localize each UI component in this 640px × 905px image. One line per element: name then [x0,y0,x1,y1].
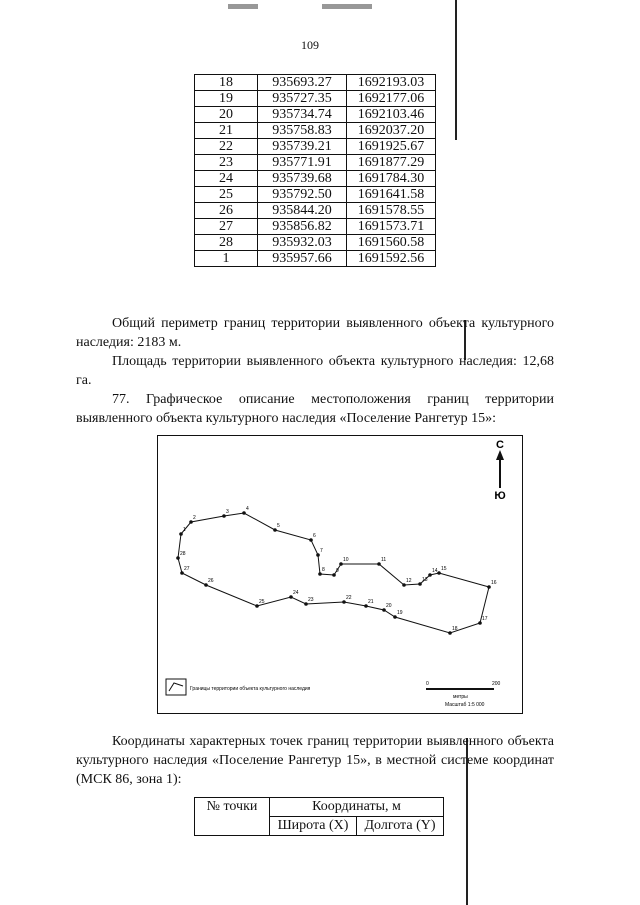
scale-start: 0 [426,681,429,687]
scan-artifact-left [228,4,258,9]
latitude-cell: 935693.27 [258,75,347,91]
longitude-cell: 1692177.06 [347,91,436,107]
scan-line-top [455,0,457,140]
longitude-cell: 1691925.67 [347,139,436,155]
boundary-point-label: 21 [368,599,374,605]
table-row [195,139,436,155]
table-row [195,91,436,107]
north-arrow-head-icon [496,450,504,460]
latitude-cell: 935734.74 [258,107,347,123]
boundary-point-label: 27 [184,566,190,572]
north-label: С [496,439,504,451]
table-row [195,155,436,171]
point-number-cell: 26 [195,203,258,219]
table-row [195,187,436,203]
point-number-cell: 24 [195,171,258,187]
map-canvas [158,436,522,713]
boundary-point-label: 3 [226,509,229,515]
boundary-point-label: 15 [441,566,447,572]
boundary-point-label: 5 [277,523,280,529]
longitude-cell: 1692037.20 [347,123,436,139]
longitude-cell: 1691877.29 [347,155,436,171]
boundary-point-label: 14 [432,568,438,574]
boundary-point-label: 25 [259,599,265,605]
latitude-cell: 935792.50 [258,187,347,203]
boundary-point-label: 17 [482,616,488,622]
col-lon-header: Долгота (Y) [357,817,444,836]
legend-swatch [166,679,186,695]
table-row [195,219,436,235]
item77-paragraph [76,390,554,428]
point-number-cell: 21 [195,123,258,139]
longitude-cell: 1692193.03 [347,75,436,91]
boundary-point-label: 22 [346,595,352,601]
col-point-header: № точки [195,798,270,836]
boundary-point-label: 23 [308,597,314,603]
scale-ratio: Масштаб 1:5 000 [445,702,485,708]
boundary-point-label: 7 [320,548,323,554]
longitude-cell: 1691573.71 [347,219,436,235]
point-number-cell: 25 [195,187,258,203]
boundary-polygon [178,513,489,633]
boundary-point-label: 6 [313,533,316,539]
boundary-map [157,435,523,714]
legend-line-icon [169,683,183,691]
point-number-cell: 19 [195,91,258,107]
boundary-point-label: 8 [322,567,325,573]
point-number-cell: 22 [195,139,258,155]
longitude-cell: 1691641.58 [347,187,436,203]
longitude-cell: 1691560.58 [347,235,436,251]
scan-artifact-right [322,4,372,9]
latitude-cell: 935727.35 [258,91,347,107]
south-label: Ю [494,490,506,502]
perimeter-text: Общий периметр границ территории выявленного объекта культурного наследия: 2183 м. [76,316,554,350]
boundary-point-label: 4 [246,506,249,512]
latitude-cell: 935758.83 [258,123,347,139]
boundary-point-label: 13 [422,577,428,583]
point-number-cell: 1 [195,251,258,267]
scale-end: 200 [492,681,501,687]
point-number-cell: 18 [195,75,258,91]
latitude-cell: 935932.03 [258,235,347,251]
latitude-cell: 935856.82 [258,219,347,235]
latitude-cell: 935957.66 [258,251,347,267]
latitude-cell: 935771.91 [258,155,347,171]
boundary-point-label: 28 [180,551,186,557]
col-lat-header: Широта (X) [270,817,357,836]
boundary-point-label: 24 [293,590,299,596]
boundary-point-label: 18 [452,626,458,632]
table-row [195,203,436,219]
boundary-point-label: 11 [381,557,387,563]
table-row [195,107,436,123]
longitude-cell: 1691578.55 [347,203,436,219]
coordinates-header-table [194,797,444,836]
table-row [195,171,436,187]
latitude-cell: 935844.20 [258,203,347,219]
boundary-points [176,506,497,635]
legend-text: Границы территории объекта культурного наследия [190,686,311,692]
table-row [195,251,436,267]
boundary-point-label: 2 [193,515,196,521]
col-coords-header: Координаты, м [270,798,444,817]
area-text: Площадь территории выявленного объекта культурного наследия: 12,68 га. [76,354,554,388]
longitude-cell: 1692103.46 [347,107,436,123]
boundary-point-label: 16 [491,580,497,586]
boundary-point-label: 12 [406,578,412,584]
table-row [195,235,436,251]
boundary-point-label: 26 [208,578,214,584]
point-number-cell: 20 [195,107,258,123]
latitude-cell: 935739.68 [258,171,347,187]
boundary-point-label: 20 [386,603,392,609]
boundary-point-label: 9 [336,568,339,574]
boundary-point-label: 10 [343,557,349,563]
boundary-point-label: 19 [397,610,403,616]
longitude-cell: 1691784.30 [347,171,436,187]
coords-intro-text: Координаты характерных точек границ территории выявленного объекта культурного наследия «Поселение Рангетур 15», в местной системе координат (МСК 86, зона 1): [76,734,554,787]
scale-unit: метры [453,694,468,700]
point-number-cell: 27 [195,219,258,235]
boundary-point-label: 1 [183,527,186,533]
table-row [195,75,436,91]
table-row [195,123,436,139]
latitude-cell: 935739.21 [258,139,347,155]
coordinates-table [194,74,436,267]
scale-bar [426,688,494,690]
area-paragraph [76,352,554,390]
perimeter-paragraph [76,314,554,352]
point-number-cell: 23 [195,155,258,171]
item77-text: 77. Графическое описание местоположения границ территории выявленного объекта культурного наследия «Поселение Рангетур 15»: [76,392,554,426]
page-number: 109 [301,38,319,52]
longitude-cell: 1691592.56 [347,251,436,267]
point-number-cell: 28 [195,235,258,251]
coords-intro-paragraph [76,732,554,789]
